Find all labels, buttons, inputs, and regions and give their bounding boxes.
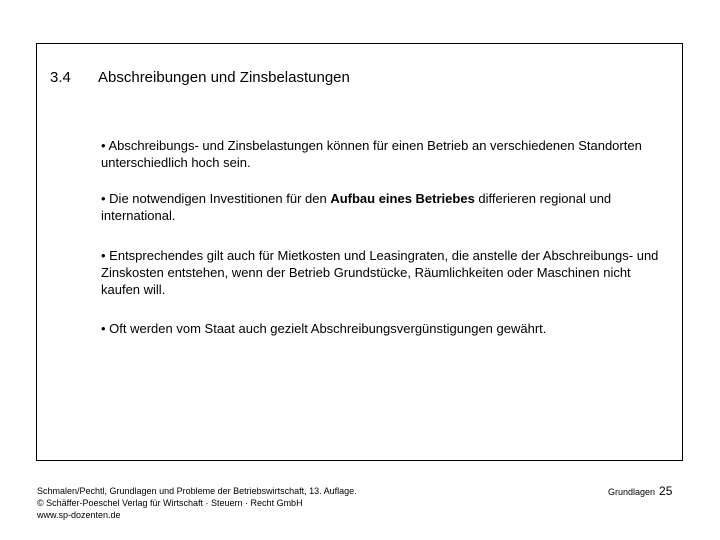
footer-citation [37,485,357,521]
bullet-item [101,190,661,224]
page-number: 25 [659,484,673,498]
bullet-item: • Oft werden vom Staat auch gezielt Abschreibungsvergünstigungen gewährt. [101,321,547,336]
section-title: Abschreibungen und Zinsbelastungen [98,69,350,86]
footer-label: Grundlagen [608,487,656,497]
bullet-text: • Die notwendigen Investitionen für den [101,191,331,206]
footer-line: Schmalen/Pechtl, Grundlagen und Probleme der Betriebswirtschaft, 13. Auflage. [37,486,357,496]
bullet-item: • Entsprechendes gilt auch für Mietkosten und Leasingraten, die anstelle der Abschreibungs- und Zinskosten entstehen, wenn der Betrieb Grundstücke, Räumlichkeiten oder Maschinen nicht kaufen will. [101,248,659,297]
section-number: 3.4 [50,69,71,86]
footer-page-info [608,482,672,500]
bullet-emphasis: Aufbau eines Betriebes [330,191,475,206]
bullet-item: • Abschreibungs- und Zinsbelastungen können für einen Betrieb an verschiedenen Standorten unterschiedlich hoch sein. [101,138,642,170]
footer-link: www.sp-dozenten.de [37,510,121,520]
footer-line: © Schäffer-Poeschel Verlag für Wirtschaft · Steuern · Recht GmbH [37,498,303,508]
bullet-text: differieren regional und international. [101,191,612,223]
